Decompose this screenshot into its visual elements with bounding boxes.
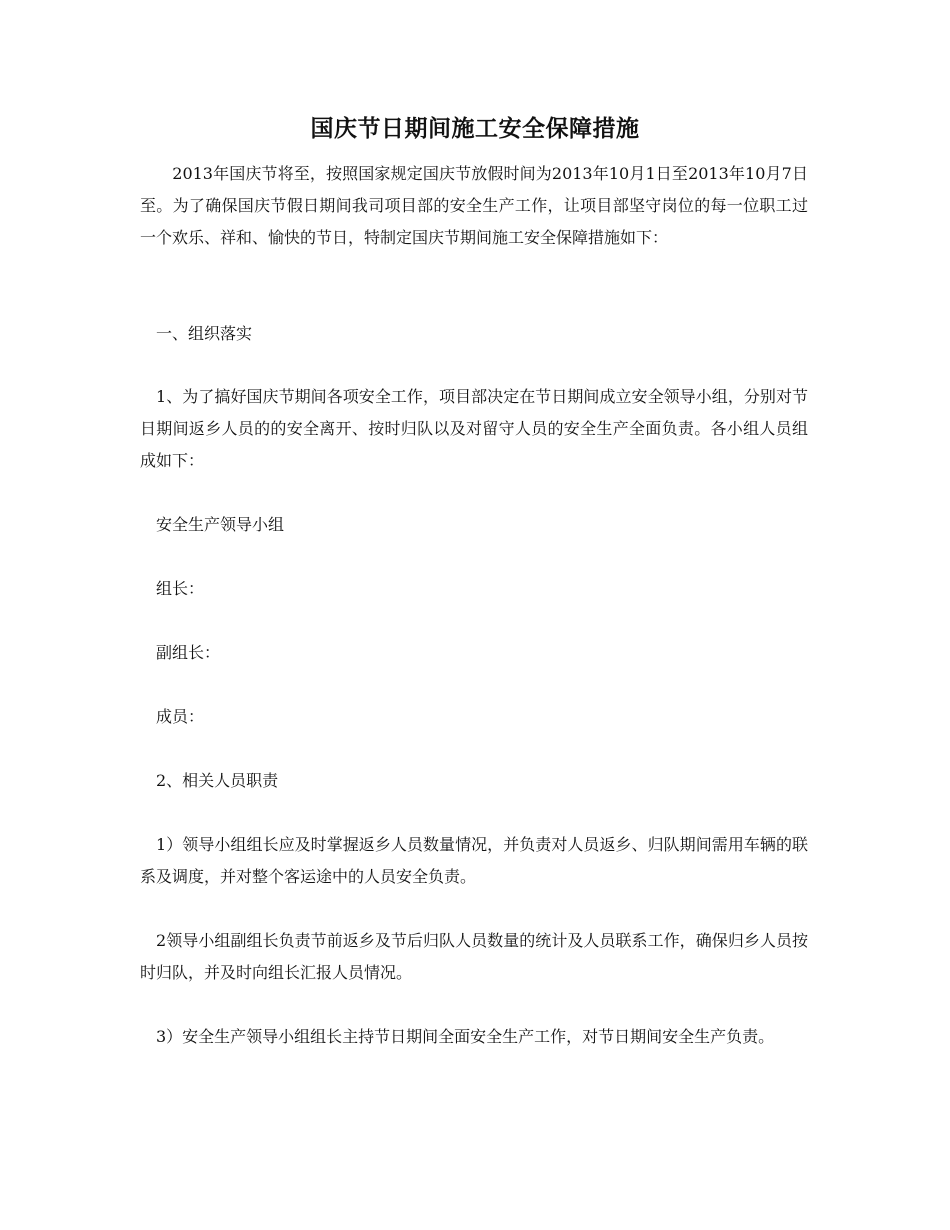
item-2-heading: 2、相关人员职责: [140, 771, 279, 790]
intro-paragraph: 2013年国庆节将至，按照国家规定国庆节放假时间为2013年10月1日至2013年10月7日至。为了确保国庆节假日期间我司项目部的安全生产工作，让项目部坚守岗位的每一位职工过一个欢乐、祥和、愉快的节日，特制定国庆节期间施工安全保障措施如下：: [140, 164, 808, 247]
document-title: 国庆节日期间施工安全保障措施: [310, 115, 640, 142]
members-label: 成员：: [140, 707, 205, 726]
leadership-group-heading: 安全生产领导小组: [140, 515, 285, 534]
duty-1-paragraph: 1）领导小组组长应及时掌握返乡人员数量情况，并负责对人员返乡、归队期间需用车辆的联系及调度，并对整个客运途中的人员安全负责。: [140, 835, 808, 886]
duty-2-paragraph: 2领导小组副组长负责节前返乡及节后归队人员数量的统计及人员联系工作，确保归乡人员按时归队，并及时向组长汇报人员情况。: [140, 931, 808, 982]
group-leader-label: 组长：: [140, 579, 205, 598]
section-heading-organization: 一、组织落实: [140, 324, 253, 343]
duty-3-paragraph: 3）安全生产领导小组组长主持节日期间全面安全生产工作，对节日期间安全生产负责。: [140, 1027, 775, 1046]
deputy-leader-label: 副组长：: [140, 643, 221, 662]
item-1-paragraph: 1、为了搞好国庆节期间各项安全工作，项目部决定在节日期间成立安全领导小组，分别对节日期间返乡人员的的安全离开、按时归队以及对留守人员的安全生产全面负责。各小组人员组成如下：: [140, 387, 808, 470]
